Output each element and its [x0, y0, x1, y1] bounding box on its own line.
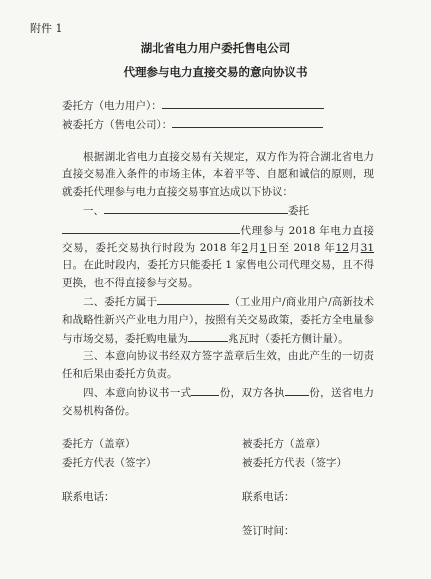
clause4-copies-blank[interactable]	[191, 383, 219, 396]
clause1-start-month[interactable]: 2	[241, 242, 249, 255]
clause1-start-day[interactable]: 1	[260, 242, 267, 255]
attachment-label: 附件 1	[30, 22, 63, 35]
clause1-text-rest: 日。在此时段内，委托方只能委托 1 家售电公司代理交易，且不得更换，也不得直接参与交易。	[62, 259, 374, 289]
intro-paragraph: 根据湖北省电力直接交易有关规定，双方作为符合湖北省电力直接交易准入条件的市场主体，本着平等、自愿和诚信的原则，现就委托代理参与电力直接交易事宜达成以下协议：	[62, 151, 374, 198]
clause1-end-day[interactable]: 31	[360, 242, 375, 255]
clause-4	[62, 383, 374, 420]
party-b-label: 被委托方（售电公司）：	[62, 119, 173, 131]
clause1-text-month2: 月	[348, 242, 361, 255]
party-a-seal: 委托方（盖章）	[62, 438, 136, 450]
clause1-blank-2[interactable]	[62, 221, 240, 234]
clause1-text-month: 月	[248, 242, 261, 255]
party-a-phone: 联系电话：	[62, 491, 115, 503]
clause2-a: 二、委托方属于	[83, 296, 158, 309]
party-b-representative: 被委托方代表（签字）	[242, 457, 347, 469]
clause4-each-blank[interactable]	[285, 383, 309, 396]
party-a-label: 委托方（电力用户）：	[62, 100, 162, 112]
document-title-line1: 湖北省电力用户委托售电公司	[140, 41, 291, 55]
clause1-b: 委托	[288, 205, 309, 218]
party-a-representative: 委托方代表（签字）	[62, 457, 157, 469]
signing-date: 签订时间：	[242, 525, 295, 537]
clause2-b: （工业用户/商业用户/高新技术和战略性新兴产业电力用户），按照有关交易政策，委托方全电量参与市场交易，委托购电量为	[62, 296, 375, 346]
clause1-end-month[interactable]: 12	[335, 242, 349, 255]
clause2-c: 兆瓦时（委托方侧计量）。	[228, 333, 349, 346]
party-a-row	[62, 96, 324, 113]
party-b-row	[62, 115, 323, 132]
clause1-blank-1[interactable]	[104, 201, 288, 214]
clause4-a: 四、本意向协议书一式	[83, 387, 192, 400]
clause1-c: 代理参与 2018 年电力直接交易，委托交易执行时段为 2018 年	[62, 224, 374, 255]
clause2-user-type-blank[interactable]	[157, 292, 229, 305]
clause-1	[62, 201, 374, 292]
clause-2	[62, 292, 374, 348]
party-b-phone: 联系电话：	[242, 491, 295, 503]
clause1-a: 一、	[83, 205, 104, 218]
clause4-b: 份，双方各执	[219, 387, 285, 400]
party-b-seal: 被委托方（盖章）	[242, 438, 326, 450]
clause4-c: 份，送省电力交易机构备份。	[62, 387, 375, 417]
document-title-line2: 代理参与电力直接交易的意向协议书	[123, 65, 308, 79]
party-b-blank[interactable]	[172, 115, 323, 128]
clause2-quantity-blank[interactable]	[188, 329, 228, 342]
clause-3: 三、本意向协议书经双方签字盖章后生效，由此产生的一切责任和后果由委托方负责。	[62, 350, 374, 380]
clause1-text-to: 日至 2018 年	[266, 242, 336, 255]
party-a-blank[interactable]	[162, 96, 324, 109]
agreement-body	[62, 149, 374, 420]
